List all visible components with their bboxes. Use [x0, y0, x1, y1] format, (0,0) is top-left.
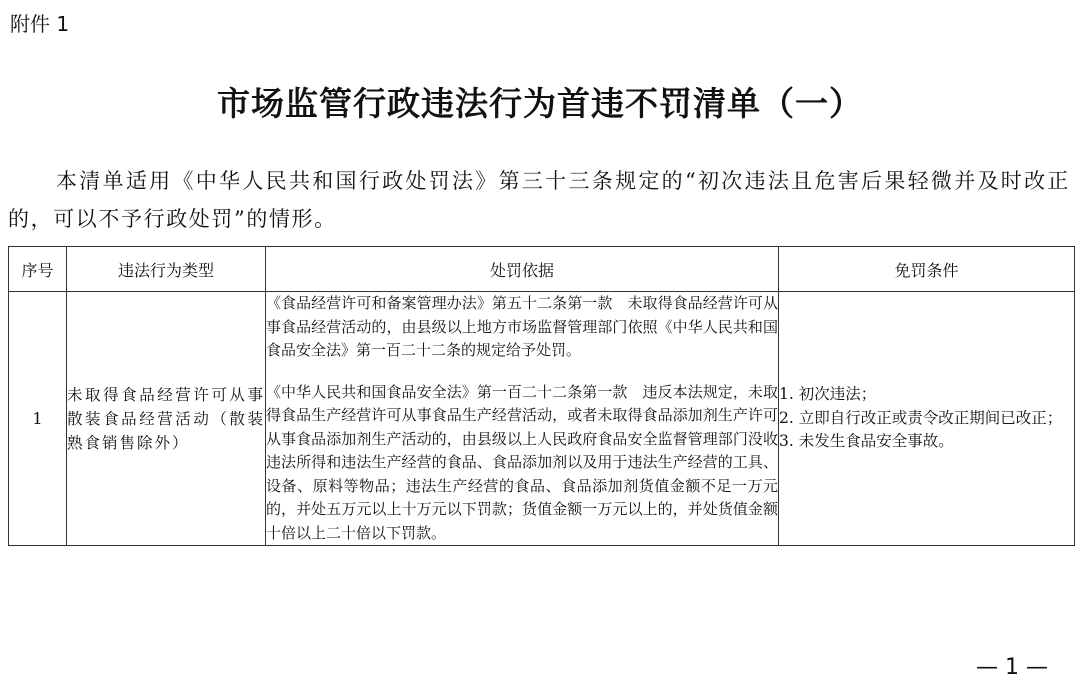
basis-paragraph: 《中华人民共和国食品安全法》第一百二十二条第一款 违反本法规定，未取得食品生产经营许可从事食品生产经营活动，或者未取得食品添加剂生产许可从事食品添加剂生产活动的，由县级以上人民政府食品安全监督管理部门没收违法所得和违法生产经营的食品、食品添加剂以及用于违法生产经营的工具、设备、原料等物品；违法生产经营的食品、食品添加剂货值金额不足一万元的，并处五万元以上十万元以下罚款；货值金额一万元以上的，并处货值金额十倍以上二十倍以下罚款。 — [266, 382, 778, 542]
cell-exemption-conditions — [779, 292, 1075, 546]
condition-item: 3. 未发生食品安全事故。 — [779, 432, 954, 451]
attachment-label: 附件 1 — [10, 12, 70, 36]
cell-penalty-basis — [266, 292, 779, 546]
condition-item: 1. 初次违法； — [779, 385, 877, 404]
header-exemption-conditions: 免罚条件 — [779, 247, 1075, 292]
cell-violation-type: 未取得食品经营许可从事散装食品经营活动（散装熟食销售除外） — [67, 292, 266, 546]
basis-paragraph: 《食品经营许可和备案管理办法》第五十二条第一款 未取得食品经营许可从事食品经营活动的，由县级以上地方市场监督管理部门依照《中华人民共和国食品安全法》第一百二十二条的规定给予处罚。 — [266, 294, 778, 359]
condition-item: 2. 立即自行改正或责令改正期间已改正； — [779, 408, 1063, 427]
header-seq: 序号 — [9, 247, 67, 292]
intro-paragraph: 本清单适用《中华人民共和国行政处罚法》第三十三条规定的“初次违法且危害后果轻微并及时改正的，可以不予行政处罚”的情形。 — [8, 169, 1070, 231]
table-row — [9, 292, 1075, 546]
document-title: 市场监管行政违法行为首违不罚清单（一） — [217, 84, 863, 123]
exemption-table — [8, 246, 1075, 546]
header-penalty-basis: 处罚依据 — [266, 247, 779, 292]
cell-seq: 1 — [9, 292, 67, 546]
page-number: — 1 — — [976, 655, 1048, 680]
header-violation-type: 违法行为类型 — [67, 247, 266, 292]
table-header-row — [9, 247, 1075, 292]
conditions-list — [779, 383, 1074, 454]
